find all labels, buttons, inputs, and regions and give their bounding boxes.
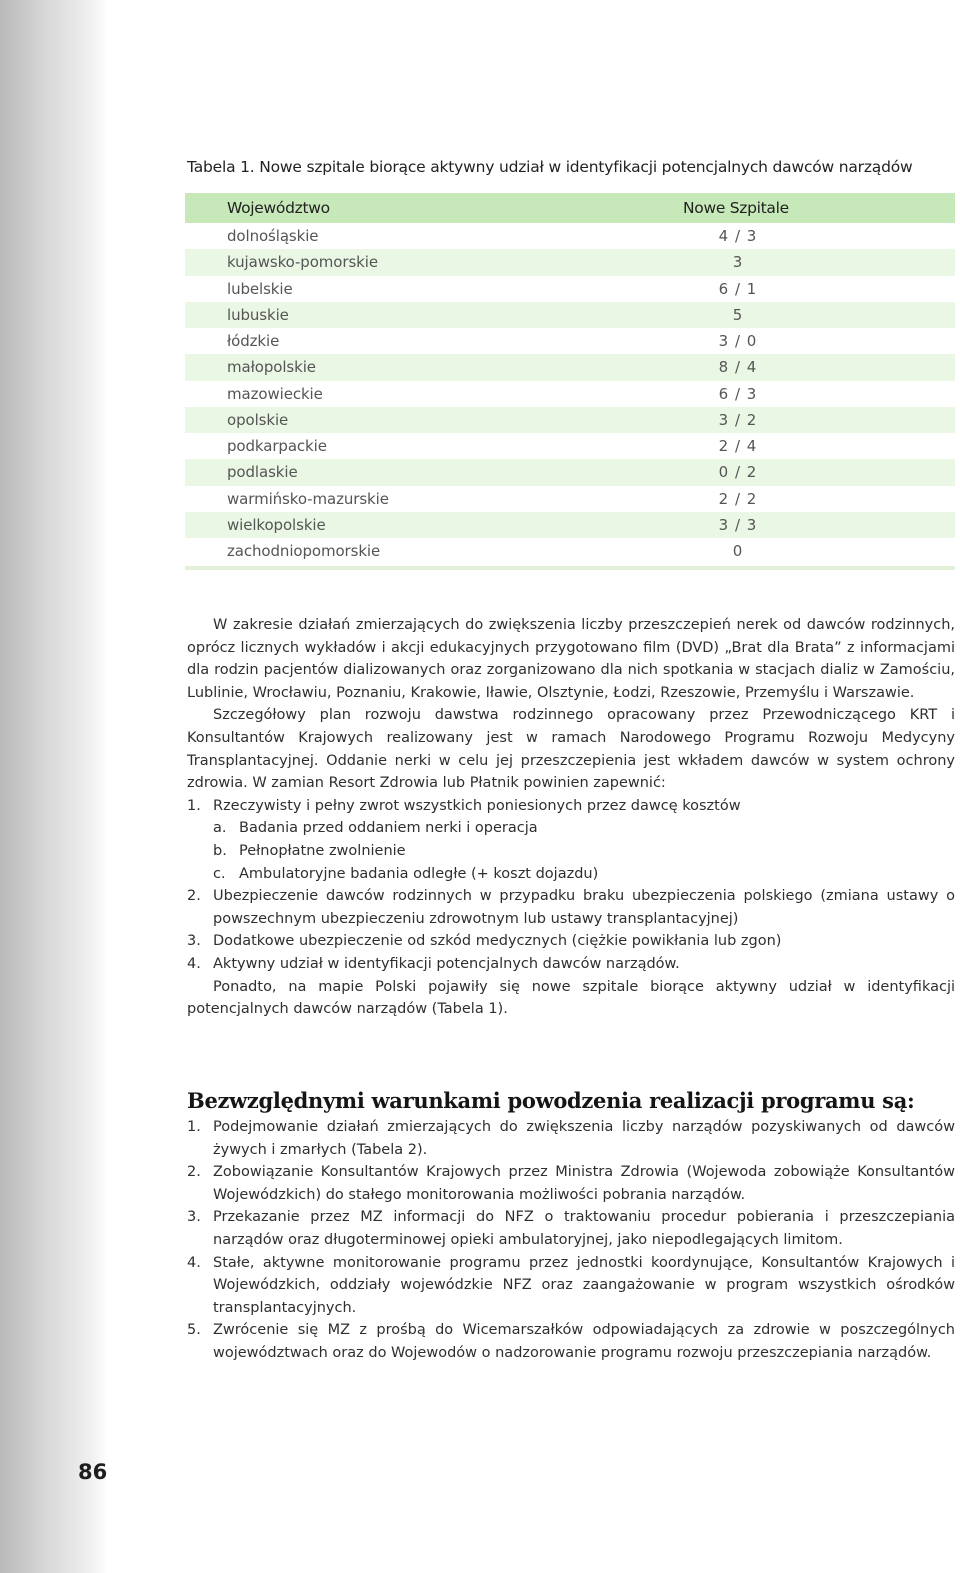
sub-list-item — [187, 840, 955, 863]
table-row — [185, 407, 955, 433]
hospitals-cell: 2 / 2 — [718, 489, 758, 508]
paragraph: W zakresie działań zmierzających do zwiększenia liczby przeszczepień nerek od dawców rodzinnych, oprócz licznych wykładów i akcji edukacyjnych przygotowano film (DVD) „Brat dla Brata” z informacjami dla rodzin pacjentów dializowanych oraz zorganizowano dla nich spotkania w stacjach dializ w Zamościu, Lublinie, Wrocławiu, Poznaniu, Krakowie, Iławie, Olsztynie, Łodzi, Rzeszowie, Przemyślu i Warszawie. — [187, 617, 955, 701]
table-row — [185, 433, 955, 459]
page-side-band — [0, 0, 108, 1573]
table-row — [185, 276, 955, 302]
list-number: 4. — [187, 955, 201, 972]
conditions-list — [187, 1116, 955, 1365]
table-row — [185, 381, 955, 407]
region-cell: podkarpackie — [227, 437, 327, 455]
sub-list-letter: b. — [213, 842, 227, 859]
region-cell: mazowieckie — [227, 384, 323, 403]
list-item — [187, 1319, 955, 1364]
sub-list-letter: c. — [213, 865, 226, 882]
region-cell: lubuskie — [227, 305, 289, 324]
list-item — [187, 1206, 955, 1251]
hospitals-cell: 8 / 4 — [718, 358, 758, 377]
hospitals-cell: 3 / 2 — [718, 410, 758, 429]
table-row — [185, 354, 955, 380]
list-number: 5. — [187, 1322, 201, 1339]
page-number: 86 — [78, 1460, 108, 1484]
list-number: 3. — [187, 933, 201, 950]
hospitals-cell: 3 / 0 — [718, 332, 758, 350]
hospitals-cell: 2 / 4 — [718, 437, 758, 455]
region-cell: wielkopolskie — [227, 515, 326, 534]
hospitals-cell: 3 — [732, 253, 744, 272]
table-row — [185, 249, 955, 275]
table-row — [185, 328, 955, 354]
region-cell: lubelskie — [227, 279, 293, 298]
hospitals-cell: 6 / 1 — [718, 279, 758, 298]
hospitals-cell: 4 / 3 — [718, 227, 758, 245]
list-text: Przekazanie przez MZ informacji do NFZ o traktowaniu procedur pobierania i przeszczepiania narządów oraz długoterminowej opieki ambulatoryjnej, jako niepodlegających limitom. — [213, 1209, 955, 1248]
table-row — [185, 486, 955, 512]
sub-list-letter: a. — [213, 820, 227, 837]
table-row — [185, 459, 955, 485]
sub-list-item — [187, 817, 955, 840]
list-text: Podejmowanie działań zmierzających do zwiększenia liczby narządów pozyskiwanych od dawców żywych i zmarłych (Tabela 2). — [213, 1119, 955, 1158]
region-cell: opolskie — [227, 410, 289, 429]
hospitals-table — [185, 193, 955, 570]
list-item — [187, 1161, 955, 1206]
list-item — [187, 1252, 955, 1320]
list-number: 1. — [187, 1119, 201, 1135]
hospitals-cell: 5 — [732, 305, 744, 324]
table-header-row — [185, 193, 955, 223]
list-text: Zwrócenie się MZ z prośbą do Wicemarszałków odpowiadających za zdrowie w poszczególnych województwach oraz do Wojewodów o nadzorowanie programu rozwoju przeszczepiania narządów. — [213, 1322, 955, 1361]
list-number: 2. — [187, 888, 201, 905]
list-number: 4. — [187, 1254, 201, 1271]
list-item — [187, 795, 955, 818]
list-text: Aktywny udział w identyfikacji potencjalnych dawców narządów. — [213, 955, 680, 972]
sub-list-text: Ambulatoryjne badania odległe (+ koszt dojazdu) — [239, 865, 599, 882]
list-number: 3. — [187, 1209, 201, 1226]
region-cell: warmińsko-mazurskie — [227, 489, 389, 508]
list-number: 2. — [187, 1164, 201, 1181]
region-cell: zachodniopomorskie — [227, 542, 381, 560]
list-text: Dodatkowe ubezpieczenie od szkód medycznych (ciężkie powikłania lub zgon) — [213, 933, 782, 950]
list-number: 1. — [187, 797, 201, 814]
region-cell: kujawsko-pomorskie — [227, 253, 378, 272]
list-item — [187, 1116, 955, 1161]
hospitals-cell: 0 — [732, 542, 744, 560]
list-item — [187, 953, 955, 976]
table-bottom-rule — [185, 566, 955, 570]
region-cell: łódzkie — [227, 332, 280, 350]
hospitals-cell: 6 / 3 — [718, 384, 758, 403]
column-header-hospitals: Nowe Szpitale — [683, 199, 789, 217]
table-row — [185, 223, 955, 249]
paragraph: Ponadto, na mapie Polski pojawiły się nowe szpitale biorące aktywny udział w identyfikacji potencjalnych dawców narządów (Tabela 1). — [187, 978, 955, 1018]
table-row — [185, 302, 955, 328]
table-row — [185, 512, 955, 538]
region-cell: małopolskie — [227, 358, 316, 377]
table-body — [185, 223, 955, 564]
sub-list-item — [187, 863, 955, 886]
hospitals-cell: 3 / 3 — [718, 515, 758, 534]
region-cell: dolnośląskie — [227, 227, 319, 245]
list-text: Ubezpieczenie dawców rodzinnych w przypadku braku ubezpieczenia polskiego (zmiana ustawy o powszechnym ubezpieczeniu zdrowotnym lub ustawy transplantacyjnej) — [213, 888, 955, 927]
region-cell: podlaskie — [227, 463, 298, 482]
sub-list-text: Pełnopłatne zwolnienie — [239, 842, 406, 859]
table-caption: Tabela 1. Nowe szpitale biorące aktywny udział w identyfikacji potencjalnych dawców narządów — [187, 158, 913, 176]
section-heading: Bezwzględnymi warunkami powodzenia realizacji programu są: — [187, 1088, 915, 1113]
list-text: Zobowiązanie Konsultantów Krajowych przez Ministra Zdrowia (Wojewoda zobowiąże Konsultantów Wojewódzkich) do stałego monitorowania możliwości pobrania narządów. — [213, 1164, 955, 1203]
table-row — [185, 538, 955, 564]
list-text: Rzeczywisty i pełny zwrot wszystkich poniesionych przez dawcę kosztów — [213, 797, 741, 814]
sub-list-text: Badania przed oddaniem nerki i operacja — [239, 820, 538, 837]
list-text: Stałe, aktywne monitorowanie programu przez jednostki koordynujące, Konsultantów Krajowych i Wojewódzkich, oddziały wojewódzkie NFZ oraz zaangażowanie w program wszystkich ośrodków transplantacyjnych. — [213, 1254, 955, 1316]
list-item — [187, 885, 955, 930]
body-text — [187, 614, 955, 1021]
column-header-region: Województwo — [227, 199, 330, 217]
paragraph: Szczegółowy plan rozwoju dawstwa rodzinnego opracowany przez Przewodniczącego KRT i Konsultantów Krajowych realizowany jest w ramach Narodowego Programu Rozwoju Medycyny Transplantacyjnej. Oddanie nerki w celu jej przeszczepienia jest wkładem dawców w system ochrony zdrowia. W zamian Resort Zdrowia lub Płatnik powinien zapewnić: — [187, 707, 955, 792]
hospitals-cell: 0 / 2 — [718, 463, 758, 482]
list-item — [187, 930, 955, 953]
